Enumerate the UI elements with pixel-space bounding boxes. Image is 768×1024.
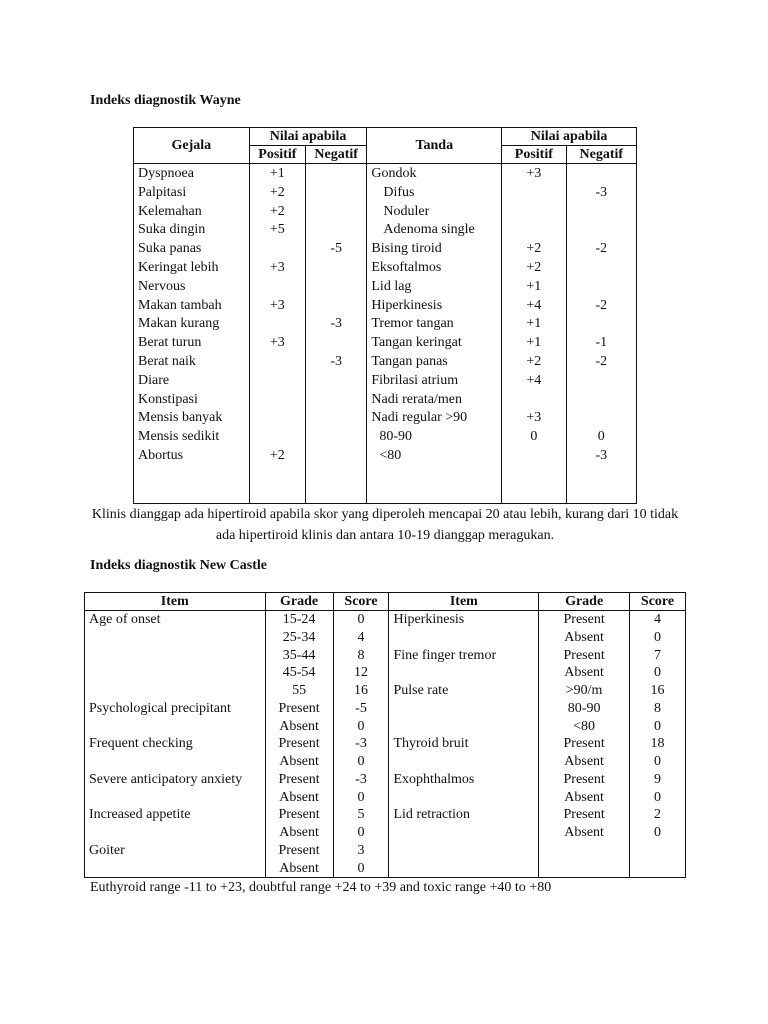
grade-cell: 80-90: [539, 700, 630, 718]
gejala-cell: Nervous: [134, 277, 250, 296]
tanda-label: Tangan panas: [371, 353, 448, 369]
item-cell: [389, 700, 539, 718]
tanda-cell: [367, 333, 502, 352]
score-cell: 0: [333, 611, 389, 629]
tanda-cell: [367, 202, 502, 221]
gejala-negatif-cell: -3: [306, 314, 367, 333]
table-row: [85, 806, 686, 824]
grade-cell: Absent: [265, 860, 333, 878]
tanda-negatif-cell: -2: [566, 352, 636, 371]
score-cell: 8: [630, 700, 686, 718]
gejala-negatif-cell: [306, 333, 367, 352]
score-cell: -3: [333, 771, 389, 789]
gejala-negatif-cell: [306, 183, 367, 202]
tanda-cell: [367, 164, 502, 183]
grade-cell: Present: [265, 771, 333, 789]
gejala-negatif-cell: -3: [306, 352, 367, 371]
grade-cell: Absent: [265, 753, 333, 771]
tanda-negatif-cell: [566, 314, 636, 333]
grade-cell: 55: [265, 682, 333, 700]
tanda-cell: [367, 314, 502, 333]
tanda-label: Gondok: [371, 166, 417, 181]
table-row: [85, 771, 686, 789]
newcastle-header-2: Score: [333, 593, 389, 611]
score-cell: -3: [333, 735, 389, 753]
tanda-cell: [367, 220, 502, 239]
tanda-negatif-cell: 0: [566, 427, 636, 446]
gejala-negatif-cell: [306, 220, 367, 239]
tanda-label: Nadi rerata/men: [371, 391, 462, 407]
gejala-cell: Makan tambah: [134, 296, 250, 315]
table-row: [85, 629, 686, 647]
grade-cell: Absent: [539, 789, 630, 807]
gejala-positif-cell: +5: [249, 220, 305, 239]
table-row: [85, 842, 686, 860]
table-row: [134, 333, 637, 352]
score-cell: 3: [333, 842, 389, 860]
grade-cell: >90/m: [539, 682, 630, 700]
tanda-label: Tremor tangan: [371, 316, 454, 332]
gejala-negatif-cell: [306, 164, 367, 183]
item-cell: [85, 860, 266, 878]
grade-cell: Present: [539, 611, 630, 629]
score-cell: 8: [333, 647, 389, 665]
wayne-heading: Indeks diagnostik Wayne: [90, 93, 241, 108]
table-row: [134, 183, 637, 202]
gejala-negatif-cell: [306, 202, 367, 221]
table-row: [134, 202, 637, 221]
item-cell: Pulse rate: [389, 682, 539, 700]
score-cell: 16: [333, 682, 389, 700]
tanda-positif-cell: +1: [502, 333, 566, 352]
table-row: [85, 647, 686, 665]
item-cell: [85, 718, 266, 736]
tanda-label: Eksoftalmos: [371, 259, 442, 275]
tanda-positif-cell: +3: [502, 408, 566, 427]
table-row: [85, 860, 686, 878]
gejala-positif-cell: +3: [249, 333, 305, 352]
tanda-cell: [367, 352, 502, 371]
tanda-negatif-cell: [566, 164, 636, 183]
tanda-negatif-cell: -2: [566, 239, 636, 258]
wayne-table: [133, 127, 637, 504]
tanda-negatif-cell: -3: [566, 446, 636, 465]
item-cell: [389, 753, 539, 771]
grade-cell: Present: [265, 700, 333, 718]
score-cell: 0: [630, 718, 686, 736]
gejala-cell: Dyspnoea: [134, 164, 250, 183]
tanda-positif-cell: +4: [502, 371, 566, 390]
grade-cell: 35-44: [265, 647, 333, 665]
gejala-cell: Abortus: [134, 446, 250, 465]
tanda-positif-cell: +1: [502, 314, 566, 333]
tanda-cell: [367, 277, 502, 296]
gejala-negatif-cell: [306, 446, 367, 465]
grade-cell: Absent: [265, 789, 333, 807]
score-cell: 9: [630, 771, 686, 789]
gejala-negatif-cell: [306, 258, 367, 277]
grade-cell: Present: [539, 806, 630, 824]
grade-cell: Present: [539, 771, 630, 789]
score-cell: 0: [333, 824, 389, 842]
gejala-positif-cell: [249, 352, 305, 371]
grade-cell: [539, 842, 630, 860]
grade-cell: 15-24: [265, 611, 333, 629]
tanda-positif-cell: [502, 446, 566, 465]
table-row: [134, 296, 637, 315]
tanda-negatif-cell: [566, 258, 636, 277]
header-negatif-right: Negatif: [566, 146, 636, 164]
item-cell: [85, 824, 266, 842]
gejala-negatif-cell: -5: [306, 239, 367, 258]
gejala-positif-cell: +1: [249, 164, 305, 183]
tanda-positif-cell: [502, 202, 566, 221]
gejala-negatif-cell: [306, 390, 367, 409]
gejala-positif-cell: +2: [249, 202, 305, 221]
gejala-cell: Mensis sedikit: [134, 427, 250, 446]
tanda-label: Difus: [383, 184, 415, 200]
table-row: [85, 682, 686, 700]
grade-cell: Present: [265, 842, 333, 860]
table-row: [134, 258, 637, 277]
gejala-cell: Keringat lebih: [134, 258, 250, 277]
item-cell: Goiter: [85, 842, 266, 860]
empty-cell: [306, 465, 367, 504]
item-cell: [85, 753, 266, 771]
gejala-cell: Kelemahan: [134, 202, 250, 221]
table-row: [85, 664, 686, 682]
empty-cell: [502, 465, 566, 504]
newcastle-table: [84, 592, 686, 878]
score-cell: 0: [630, 789, 686, 807]
table-row: [134, 352, 637, 371]
tanda-label: Noduler: [383, 203, 430, 219]
score-cell: -5: [333, 700, 389, 718]
tanda-label: Bising tiroid: [371, 241, 442, 257]
table-row: [134, 427, 637, 446]
grade-cell: Absent: [539, 664, 630, 682]
tanda-positif-cell: +2: [502, 239, 566, 258]
tanda-cell: [367, 408, 502, 427]
score-cell: 4: [333, 629, 389, 647]
item-cell: [389, 718, 539, 736]
gejala-negatif-cell: [306, 277, 367, 296]
gejala-cell: Mensis banyak: [134, 408, 250, 427]
gejala-positif-cell: [249, 277, 305, 296]
header-positif-right: Positif: [502, 146, 566, 164]
grade-cell: Absent: [265, 718, 333, 736]
score-cell: [630, 842, 686, 860]
tanda-positif-cell: +4: [502, 296, 566, 315]
header-gejala: Gejala: [134, 128, 250, 164]
empty-cell: [249, 465, 305, 504]
table-row: [85, 700, 686, 718]
tanda-label: <80: [379, 447, 402, 463]
tanda-positif-cell: [502, 220, 566, 239]
tanda-positif-cell: +2: [502, 352, 566, 371]
gejala-cell: Palpitasi: [134, 183, 250, 202]
grade-cell: Absent: [539, 824, 630, 842]
item-cell: [389, 824, 539, 842]
gejala-cell: Berat naik: [134, 352, 250, 371]
newcastle-header-row: [85, 593, 686, 611]
tanda-cell: [367, 258, 502, 277]
grade-cell: 25-34: [265, 629, 333, 647]
grade-cell: Absent: [265, 824, 333, 842]
tanda-label: 80-90: [379, 429, 413, 445]
newcastle-note: Euthyroid range -11 to +23, doubtful range +24 to +39 and toxic range +40 to +80: [90, 880, 552, 895]
header-positif-left: Positif: [249, 146, 305, 164]
tanda-negatif-cell: [566, 277, 636, 296]
gejala-positif-cell: [249, 239, 305, 258]
table-row: [134, 164, 637, 183]
gejala-positif-cell: +2: [249, 446, 305, 465]
table-row: [134, 314, 637, 333]
item-cell: Severe anticipatory anxiety: [85, 771, 266, 789]
table-row: [134, 220, 637, 239]
grade-cell: <80: [539, 718, 630, 736]
table-row: [134, 390, 637, 409]
item-cell: Fine finger tremor: [389, 647, 539, 665]
gejala-negatif-cell: [306, 371, 367, 390]
tanda-label: Fibrilasi atrium: [371, 372, 459, 388]
item-cell: Lid retraction: [389, 806, 539, 824]
newcastle-table-body: [85, 611, 686, 878]
tanda-label: Nadi regular >90: [371, 410, 468, 426]
score-cell: 2: [630, 806, 686, 824]
tanda-positif-cell: +2: [502, 258, 566, 277]
table-row: [85, 611, 686, 629]
header-nilai-apabila-left: Nilai apabila: [249, 128, 367, 146]
wayne-note: Klinis dianggap ada hipertiroid apabila skor yang diperoleh mencapai 20 atau lebih, kurang dari 10 tidak ada hipertiroid klinis dan antara 10-19 dianggap meragukan.: [91, 507, 679, 543]
grade-cell: [539, 860, 630, 878]
score-cell: 18: [630, 735, 686, 753]
gejala-cell: Suka panas: [134, 239, 250, 258]
header-nilai-apabila-right: Nilai apabila: [502, 128, 637, 146]
gejala-positif-cell: [249, 390, 305, 409]
gejala-negatif-cell: [306, 296, 367, 315]
tanda-positif-cell: 0: [502, 427, 566, 446]
grade-cell: Absent: [539, 753, 630, 771]
tanda-negatif-cell: [566, 390, 636, 409]
empty-cell: [566, 465, 636, 504]
item-cell: [85, 789, 266, 807]
score-cell: 0: [333, 789, 389, 807]
newcastle-header-4: Grade: [539, 593, 630, 611]
item-cell: Frequent checking: [85, 735, 266, 753]
tanda-positif-cell: +1: [502, 277, 566, 296]
tanda-cell: [367, 239, 502, 258]
empty-cell: [367, 465, 502, 504]
score-cell: 5: [333, 806, 389, 824]
newcastle-header-3: Item: [389, 593, 539, 611]
gejala-negatif-cell: [306, 408, 367, 427]
gejala-positif-cell: [249, 314, 305, 333]
tanda-positif-cell: [502, 183, 566, 202]
gejala-positif-cell: [249, 371, 305, 390]
empty-cell: [134, 465, 250, 504]
item-cell: Psychological precipitant: [85, 700, 266, 718]
gejala-cell: Suka dingin: [134, 220, 250, 239]
gejala-cell: Diare: [134, 371, 250, 390]
table-row: [85, 789, 686, 807]
tanda-negatif-cell: [566, 202, 636, 221]
score-cell: 0: [630, 664, 686, 682]
item-cell: [85, 647, 266, 665]
item-cell: Hiperkinesis: [389, 611, 539, 629]
tanda-negatif-cell: -2: [566, 296, 636, 315]
item-cell: [389, 860, 539, 878]
grade-cell: 45-54: [265, 664, 333, 682]
score-cell: 0: [630, 824, 686, 842]
tanda-cell: [367, 371, 502, 390]
tanda-negatif-cell: [566, 220, 636, 239]
header-tanda: Tanda: [367, 128, 502, 164]
gejala-cell: Berat turun: [134, 333, 250, 352]
tanda-cell: [367, 296, 502, 315]
tanda-negatif-cell: [566, 371, 636, 390]
tanda-positif-cell: +3: [502, 164, 566, 183]
tanda-negatif-cell: -3: [566, 183, 636, 202]
table-row: [85, 718, 686, 736]
score-cell: 0: [630, 753, 686, 771]
item-cell: [389, 842, 539, 860]
item-cell: Exophthalmos: [389, 771, 539, 789]
gejala-positif-cell: +3: [249, 296, 305, 315]
tanda-positif-cell: [502, 390, 566, 409]
score-cell: 0: [630, 629, 686, 647]
grade-cell: Present: [539, 647, 630, 665]
gejala-positif-cell: +3: [249, 258, 305, 277]
header-negatif-left: Negatif: [306, 146, 367, 164]
newcastle-heading: Indeks diagnostik New Castle: [90, 558, 267, 573]
item-cell: [85, 682, 266, 700]
item-cell: [389, 629, 539, 647]
item-cell: Increased appetite: [85, 806, 266, 824]
tanda-label: Lid lag: [371, 278, 412, 294]
wayne-table-body: [134, 164, 637, 504]
gejala-cell: Makan kurang: [134, 314, 250, 333]
score-cell: 12: [333, 664, 389, 682]
tanda-label: Tangan keringat: [371, 335, 462, 351]
table-row: [85, 753, 686, 771]
score-cell: 4: [630, 611, 686, 629]
table-row: [134, 239, 637, 258]
item-cell: [389, 789, 539, 807]
tanda-cell: [367, 390, 502, 409]
grade-cell: Present: [265, 806, 333, 824]
grade-cell: Present: [265, 735, 333, 753]
newcastle-header-1: Grade: [265, 593, 333, 611]
tanda-cell: [367, 446, 502, 465]
table-row: [85, 735, 686, 753]
tanda-cell: [367, 427, 502, 446]
score-cell: 0: [333, 753, 389, 771]
score-cell: [630, 860, 686, 878]
table-row: [134, 371, 637, 390]
gejala-positif-cell: +2: [249, 183, 305, 202]
gejala-positif-cell: [249, 408, 305, 427]
item-cell: Thyroid bruit: [389, 735, 539, 753]
table-row-filler: [134, 465, 637, 504]
item-cell: [85, 664, 266, 682]
item-cell: [85, 629, 266, 647]
table-row: [134, 408, 637, 427]
newcastle-header-5: Score: [630, 593, 686, 611]
score-cell: 0: [333, 718, 389, 736]
tanda-negatif-cell: [566, 408, 636, 427]
gejala-negatif-cell: [306, 427, 367, 446]
gejala-cell: Konstipasi: [134, 390, 250, 409]
score-cell: 7: [630, 647, 686, 665]
table-row: [134, 446, 637, 465]
tanda-label: Hiperkinesis: [371, 297, 443, 313]
table-row: [134, 277, 637, 296]
tanda-negatif-cell: -1: [566, 333, 636, 352]
newcastle-header-0: Item: [85, 593, 266, 611]
table-row: [85, 824, 686, 842]
grade-cell: Present: [539, 735, 630, 753]
score-cell: 0: [333, 860, 389, 878]
tanda-cell: [367, 183, 502, 202]
item-cell: [389, 664, 539, 682]
score-cell: 16: [630, 682, 686, 700]
gejala-positif-cell: [249, 427, 305, 446]
tanda-label: Adenoma single: [383, 222, 475, 238]
item-cell: Age of onset: [85, 611, 266, 629]
grade-cell: Absent: [539, 629, 630, 647]
